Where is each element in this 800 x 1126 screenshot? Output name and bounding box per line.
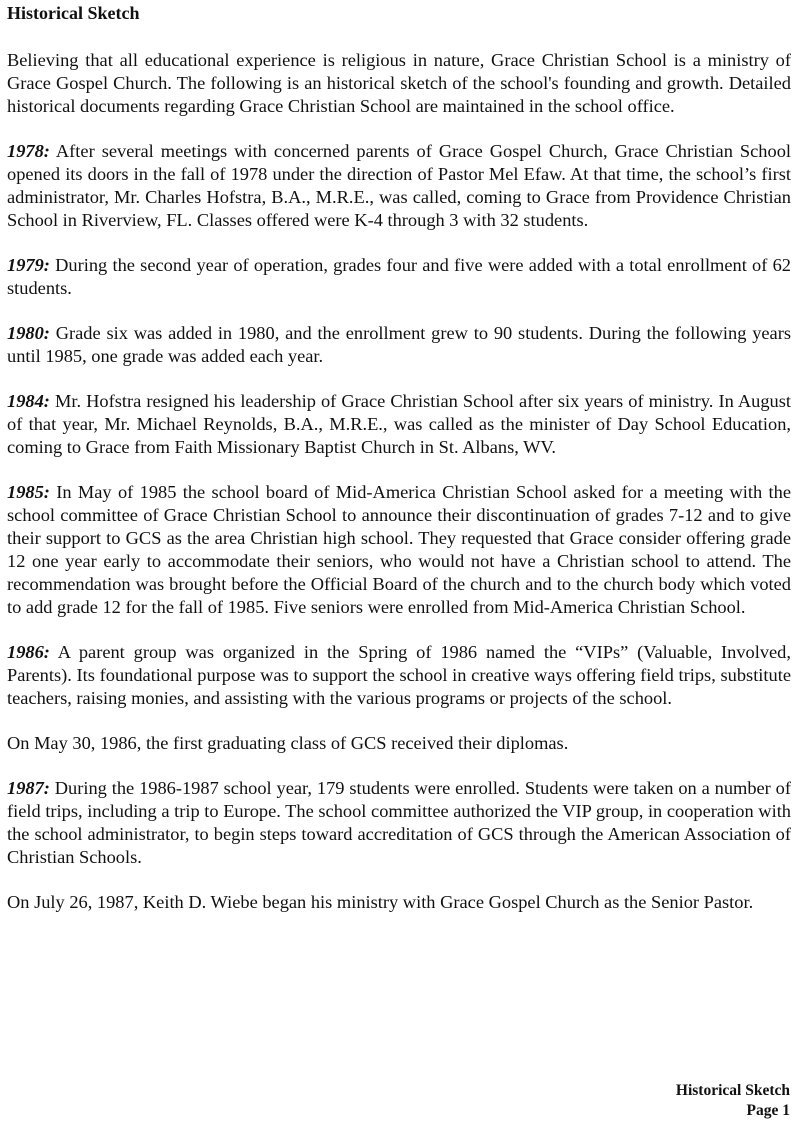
paragraph-text: During the 1986-1987 school year, 179 students were enrolled. Students were taken on a number of field trips, including a trip to Europe. The school committee authorized the VIP group, in cooperation with the school administrator, to begin steps toward accreditation of GCS through the American Association of Christian Schools. bbox=[7, 778, 791, 867]
paragraph-year: 1980: bbox=[7, 323, 50, 343]
paragraph bbox=[7, 322, 791, 368]
paragraph-text: Mr. Hofstra resigned his leadership of Grace Christian School after six years of ministry. In August of that year, Mr. Michael Reynolds, B.A., M.R.E., was called as the minister of Day School Education, coming to Grace from Faith Missionary Baptist Church in St. Albans, WV. bbox=[7, 391, 791, 457]
paragraph-text: Grade six was added in 1980, and the enrollment grew to 90 students. During the following years until 1985, one grade was added each year. bbox=[7, 323, 791, 366]
paragraph bbox=[7, 49, 791, 118]
paragraph-text: Believing that all educational experience is religious in nature, Grace Christian School is a ministry of Grace Gospel Church. The following is an historical sketch of the school's founding and growth. Detailed historical documents regarding Grace Christian School are maintained in the school office. bbox=[7, 50, 791, 116]
paragraph-text: On May 30, 1986, the first graduating class of GCS received their diplomas. bbox=[7, 733, 569, 753]
document-body bbox=[7, 49, 791, 914]
paragraph bbox=[7, 732, 791, 755]
paragraph bbox=[7, 641, 791, 710]
paragraph-year: 1985: bbox=[7, 482, 50, 502]
paragraph bbox=[7, 891, 791, 914]
paragraph-year: 1984: bbox=[7, 391, 50, 411]
paragraph-text: On July 26, 1987, Keith D. Wiebe began his ministry with Grace Gospel Church as the Senior Pastor. bbox=[7, 892, 754, 912]
paragraph bbox=[7, 390, 791, 459]
paragraph-year: 1978: bbox=[7, 141, 50, 161]
paragraph-year: 1979: bbox=[7, 255, 50, 275]
paragraph-year: 1987: bbox=[7, 778, 50, 798]
paragraph-text: A parent group was organized in the Spring of 1986 named the “VIPs” (Valuable, Involved, Parents). Its foundational purpose was to support the school in creative ways offering field trips, substitute teachers, raising monies, and assisting with the various programs or projects of the school. bbox=[7, 642, 791, 708]
paragraph bbox=[7, 481, 791, 619]
footer-page-number: Page 1 bbox=[746, 1102, 790, 1119]
page-title: Historical Sketch bbox=[7, 3, 140, 23]
paragraph bbox=[7, 140, 791, 232]
paragraph-year: 1986: bbox=[7, 642, 50, 662]
paragraph bbox=[7, 777, 791, 869]
paragraph bbox=[7, 254, 791, 300]
paragraph-text: During the second year of operation, grades four and five were added with a total enrollment of 62 students. bbox=[7, 255, 791, 298]
footer-title: Historical Sketch bbox=[675, 1082, 790, 1099]
paragraph-text: In May of 1985 the school board of Mid-America Christian School asked for a meeting with the school committee of Grace Christian School to announce their discontinuation of grades 7-12 and to give their support to GCS as the area Christian high school. They requested that Grace consider offering grade 12 one year early to accommodate their seniors, who would not have a Christian school to attend. The recommendation was brought before the Official Board of the church and to the church body which voted to add grade 12 for the fall of 1985. Five seniors were enrolled from Mid-America Christian School. bbox=[7, 482, 791, 617]
page-footer bbox=[676, 1081, 790, 1121]
paragraph-text: After several meetings with concerned parents of Grace Gospel Church, Grace Christian School opened its doors in the fall of 1978 under the direction of Pastor Mel Efaw. At that time, the school’s first administrator, Mr. Charles Hofstra, B.A., M.R.E., was called, coming to Grace from Providence Christian School in Riverview, FL. Classes offered were K-4 through 3 with 32 students. bbox=[7, 141, 791, 230]
